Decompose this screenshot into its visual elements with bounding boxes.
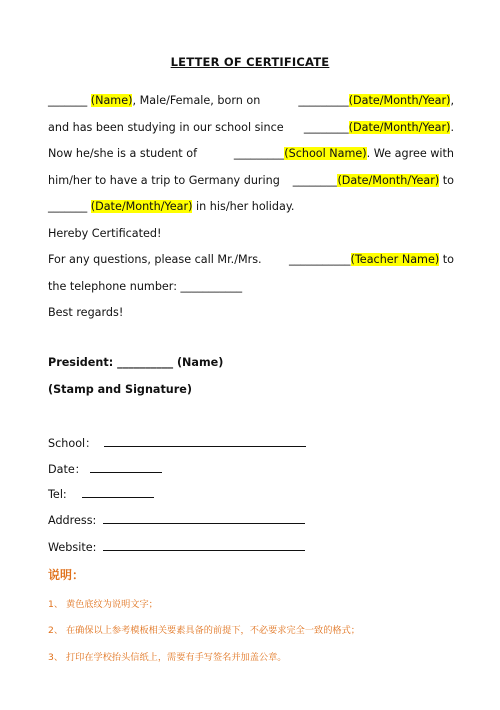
date-underline: [90, 471, 162, 473]
note-item: [48, 649, 287, 663]
telephone-text: the telephone number:: [48, 279, 177, 293]
since-blank: ________: [303, 120, 349, 134]
note-number: 3、: [48, 652, 64, 663]
trip-date-segment: [293, 168, 454, 195]
body-line-6: Hereby Certificated!: [48, 226, 162, 240]
website-underline: [103, 549, 305, 551]
since-date-placeholder: (Date/Month/Year): [348, 120, 451, 134]
agree-text: . We agree with: [366, 147, 454, 160]
body-line-3: [48, 141, 454, 168]
school-name-placeholder: (School Name): [284, 147, 367, 160]
note-item: [48, 622, 360, 636]
born-text: , Male/Female, born on: [132, 94, 261, 107]
body-line-4: [48, 168, 454, 195]
note-text: 黄色底纹为说明文字；: [66, 599, 158, 610]
teacher-name-placeholder: (Teacher Name): [350, 253, 440, 266]
document-title: LETTER OF CERTIFICATE: [170, 55, 330, 69]
name-segment: [48, 88, 260, 115]
note-text: 打印在学校抬头信纸上，需要有手写签名并加盖公章。: [66, 652, 287, 663]
trip-start-placeholder: (Date/Month/Year): [337, 173, 440, 187]
studying-text: and has been studying in our school since: [48, 120, 284, 134]
note-number: 1、: [48, 599, 64, 610]
trip-text: him/her to have a trip to Germany during: [48, 173, 280, 187]
teacher-segment: [289, 247, 454, 274]
questions-text: For any questions, please call Mr./Mrs.: [48, 253, 262, 266]
teacher-blank: ___________: [288, 253, 351, 266]
president-blank: __________: [117, 356, 174, 369]
date-label: Date：: [48, 463, 86, 476]
birthdate-placeholder: (Date/Month/Year): [348, 94, 451, 107]
to-text: to: [442, 173, 454, 187]
website-label: Website:: [48, 541, 97, 554]
telephone-blank: ___________: [180, 279, 243, 293]
body-line-5: [48, 194, 454, 221]
president-label: President:: [48, 356, 114, 369]
president-line: [48, 356, 223, 369]
school-segment: [234, 141, 454, 168]
address-underline: [103, 522, 305, 524]
address-field: [48, 514, 305, 527]
trip-start-blank: ________: [292, 173, 338, 187]
birthdate-blank: _________: [298, 94, 349, 107]
date-field: [48, 461, 162, 477]
school-field: [48, 435, 306, 451]
website-field: [48, 541, 305, 554]
body-line-1: [48, 88, 454, 115]
birthdate-segment: [298, 88, 454, 115]
school-blank: _________: [233, 147, 285, 160]
body-line-8: [48, 274, 454, 301]
note-text: 在确保以上参考模板相关要素具备的前提下，不必要求完全一致的格式；: [66, 625, 360, 636]
student-text: Now he/she is a student of: [48, 147, 198, 160]
period: .: [450, 120, 454, 134]
tel-field: [48, 488, 154, 501]
name-placeholder: (Name): [90, 94, 133, 107]
holiday-text: in his/her holiday.: [196, 200, 295, 213]
tel-label: Tel:: [48, 488, 67, 501]
note-number: 2、: [48, 625, 64, 636]
body-paragraph: [48, 88, 454, 327]
trip-end-placeholder: (Date/Month/Year): [90, 200, 193, 213]
body-line-2: [48, 115, 454, 142]
body-line-9: Best regards!: [48, 306, 124, 319]
stamp-signature-label: (Stamp and Signature): [48, 383, 192, 396]
notes-title: 说明：: [48, 568, 85, 582]
tel-underline: [82, 496, 154, 498]
to-text: to: [442, 253, 454, 266]
trip-end-blank: _______: [48, 200, 88, 213]
school-label: School：: [48, 437, 97, 450]
body-line-7: [48, 247, 454, 274]
president-name-placeholder: (Name): [176, 356, 224, 369]
note-item: [48, 596, 158, 610]
since-segment: [304, 115, 454, 142]
name-blank: _______: [48, 94, 88, 107]
address-label: Address:: [48, 514, 97, 527]
school-underline: [104, 445, 306, 447]
comma: ,: [450, 94, 454, 107]
